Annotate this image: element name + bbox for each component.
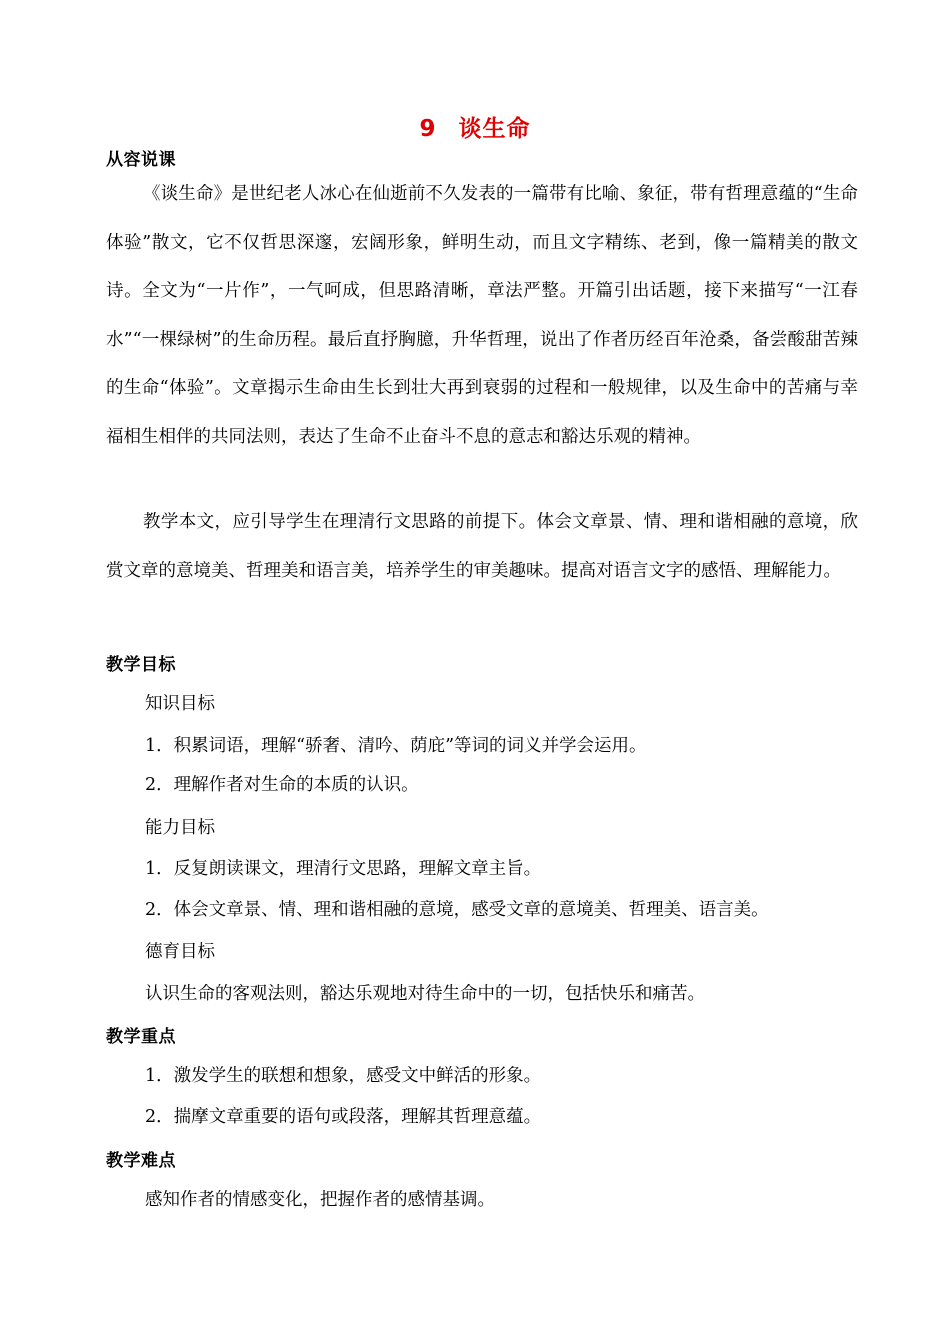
knowledge-item-1: 1．积累词语，理解“骄奢、清吟、荫庇”等词的词义并学会运用。 (145, 736, 647, 756)
subheading-ability: 能力目标 (145, 818, 215, 838)
lesson-number: 9 (419, 116, 437, 142)
ability-item-2: 2．体会文章景、情、理和谐相融的意境，感受文章的意境美、哲理美、语言美。 (145, 900, 769, 920)
section-heading-intro: 从容说课 (106, 150, 176, 170)
intro-paragraph-1: 《谈生命》是世纪老人冰心在仙逝前不久发表的一篇带有比喻、象征，带有哲理意蕴的“生命体验”散文，它不仅哲思深邃，宏阔形象，鲜明生动，而且文字精练、老到，像一篇精美的散文诗。全文为“一片作”，一气呵成，但思路清晰，章法严整。开篇引出话题，接下来描写“一江春水”“一棵绿树”的生命历程。最后直抒胸臆，升华哲理，说出了作者历经百年沧桑，备尝酸甜苦辣的生命“体验”。文章揭示生命由生长到壮大再到衰弱的过程和一般规律，以及生命中的苦痛与幸福相生相伴的共同法则，表达了生命不止奋斗不息的意志和豁达乐观的精神。 (106, 184, 858, 447)
focus-item-1: 1．激发学生的联想和想象，感受文中鲜活的形象。 (145, 1066, 542, 1086)
subheading-moral: 德育目标 (145, 942, 215, 962)
focus-item-2: 2．揣摩文章重要的语句或段落，理解其哲理意蕴。 (145, 1107, 542, 1127)
lesson-title: 谈生命 (458, 116, 531, 142)
difficulty-item-1: 感知作者的情感变化，把握作者的感情基调。 (145, 1190, 495, 1210)
section-heading-focus: 教学重点 (106, 1027, 176, 1047)
knowledge-item-2: 2．理解作者对生命的本质的认识。 (145, 775, 419, 795)
moral-item-1: 认识生命的客观法则，豁达乐观地对待生命中的一切，包括快乐和痛苦。 (145, 984, 705, 1004)
document-title (0, 110, 950, 143)
intro-paragraph-2: 教学本文，应引导学生在理清行文思路的前提下。体会文章景、情、理和谐相融的意境，欣赏文章的意境美、哲理美和语言美，培养学生的审美趣味。提高对语言文字的感悟、理解能力。 (106, 512, 858, 581)
ability-item-1: 1．反复朗读课文，理清行文思路，理解文章主旨。 (145, 859, 542, 879)
subheading-knowledge: 知识目标 (145, 694, 215, 714)
section-heading-difficulty: 教学难点 (106, 1151, 176, 1171)
section-heading-goals: 教学目标 (106, 655, 176, 675)
